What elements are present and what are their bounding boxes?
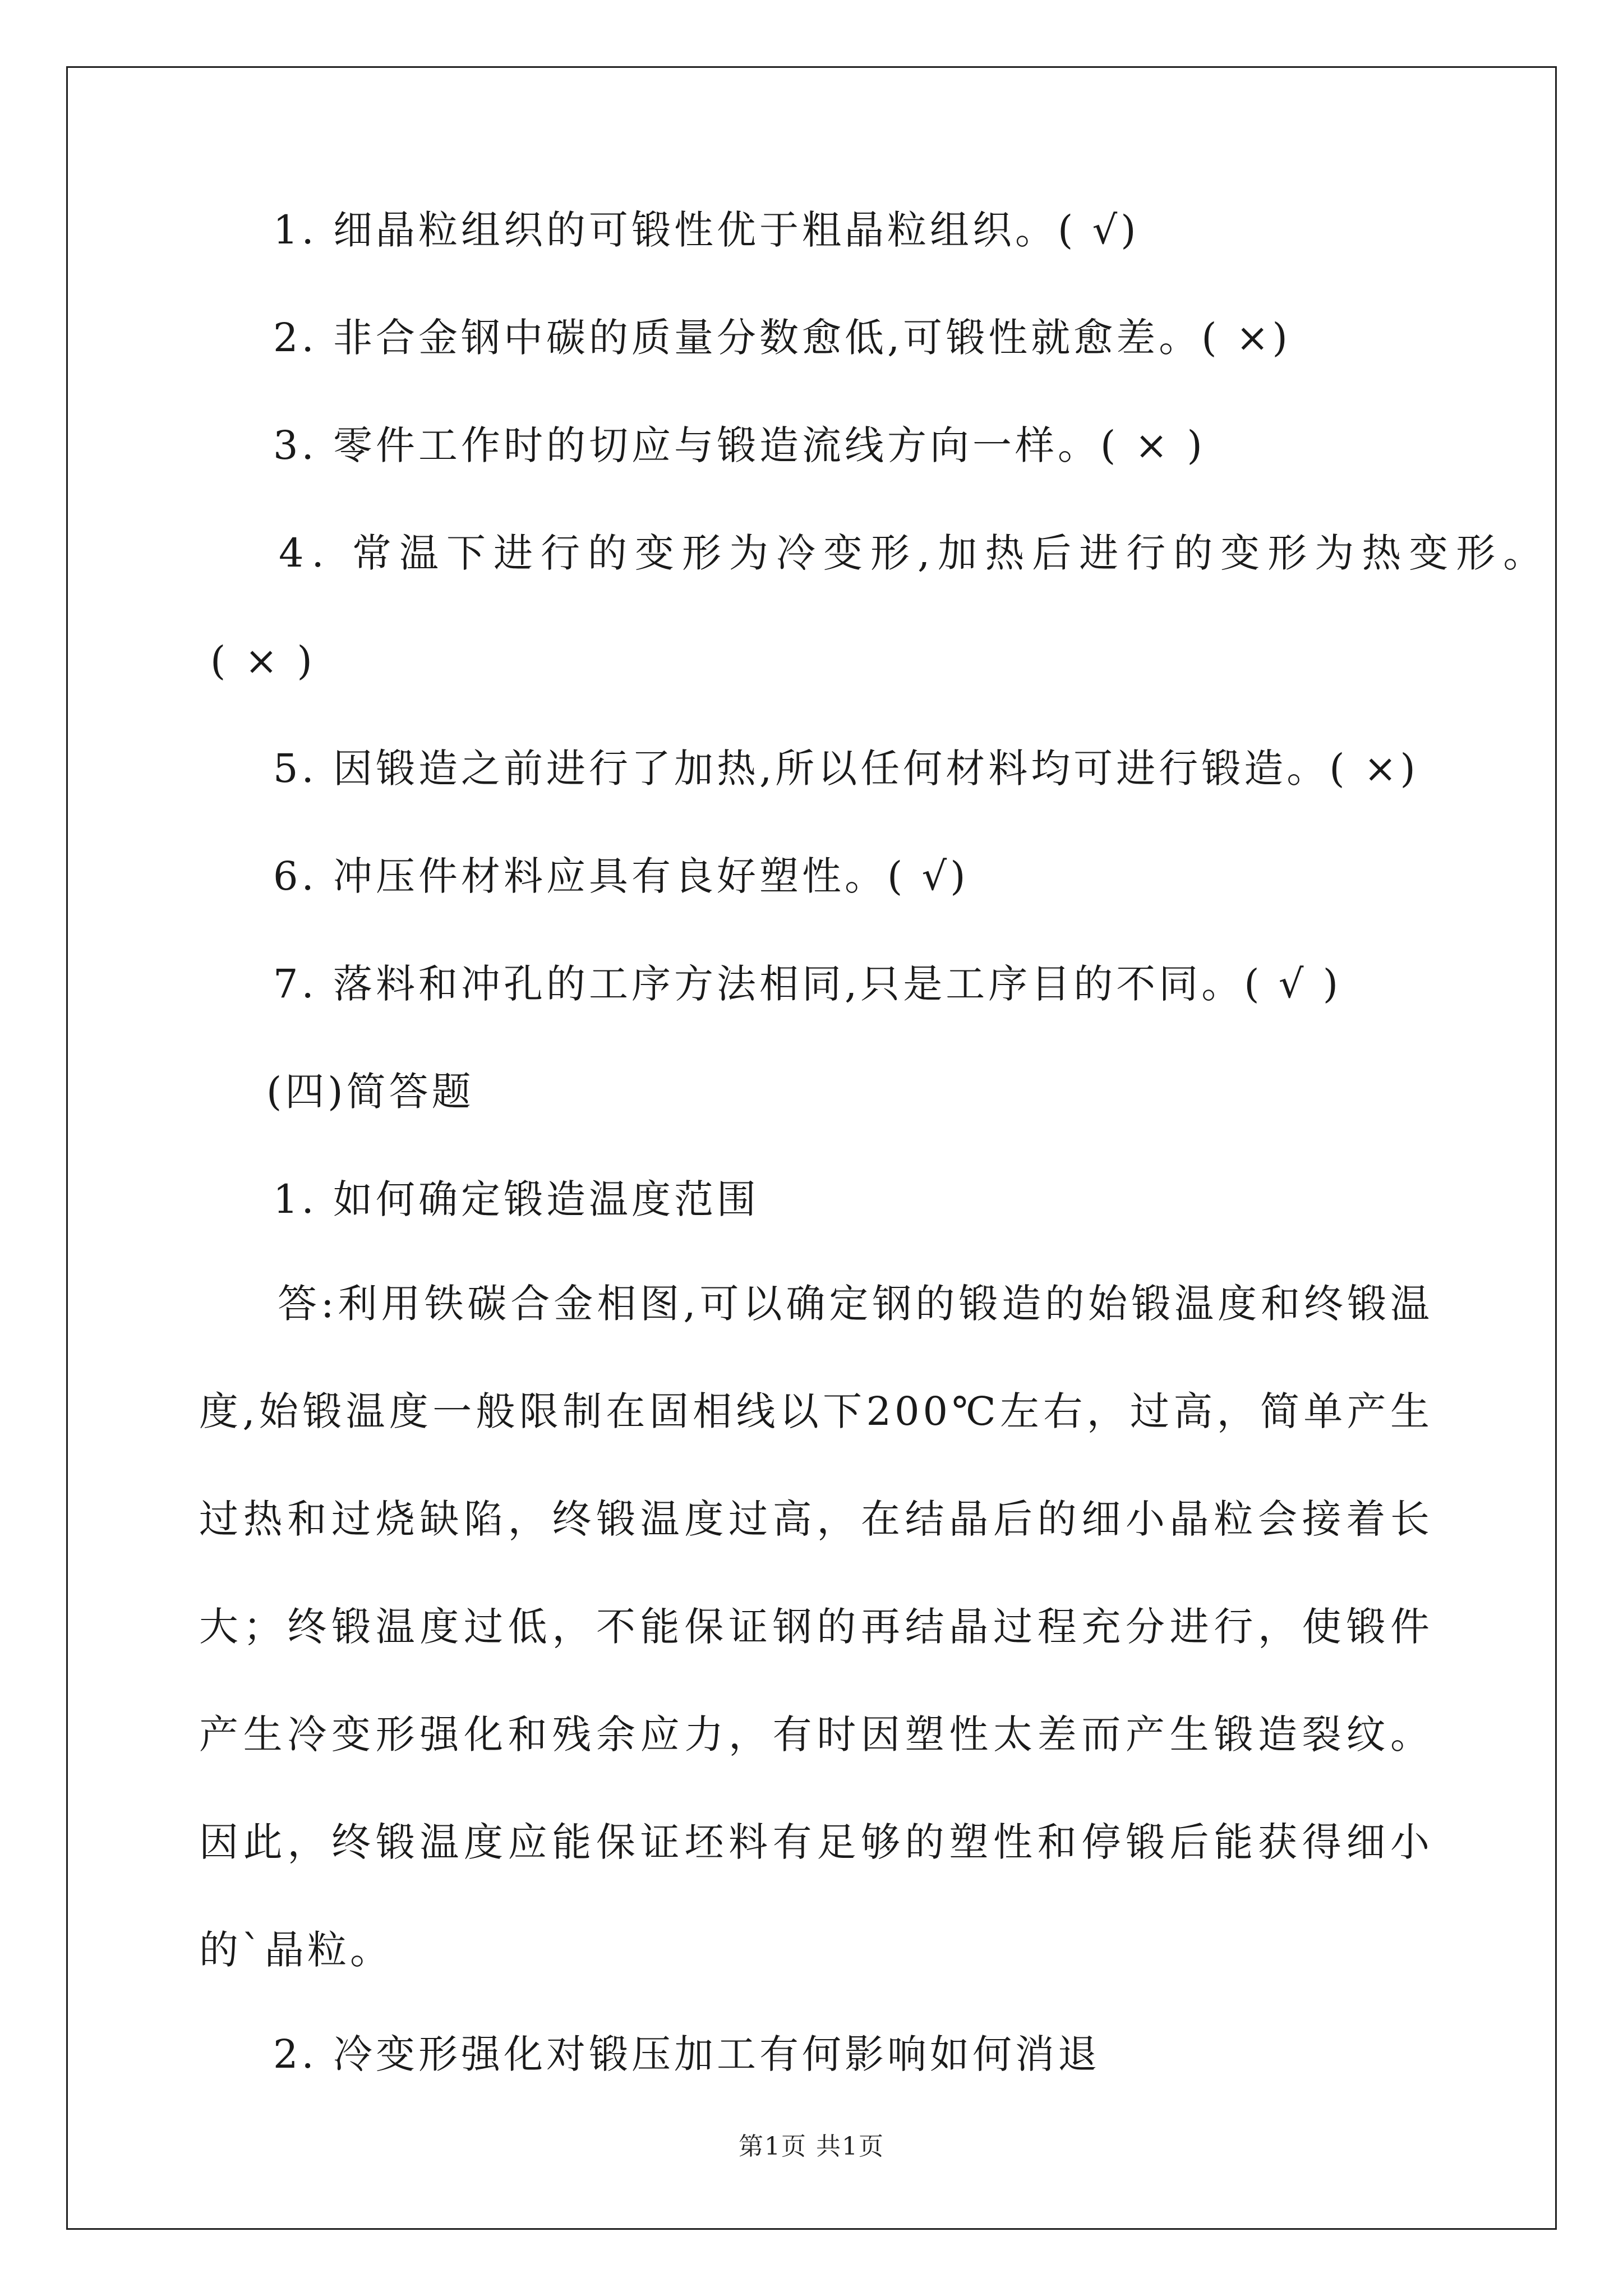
question-1: 1. 如何确定锻造温度范围 xyxy=(273,1176,760,1222)
question-2: 2. 冷变形强化对锻压加工有何影响如何消退 xyxy=(273,2031,1101,2077)
judgement-item-6: 6. 冲压件材料应具有良好塑性。( √) xyxy=(273,853,969,899)
document-body xyxy=(199,202,1551,2134)
judgement-item-4: 4. 常温下进行的变形为冷变形,加热后进行的变形为热变形。 xyxy=(279,530,1551,576)
section-heading: (四)简答题 xyxy=(266,1069,474,1115)
answer-1: 答:利用铁碳合金相图,可以确定钢的锻造的始锻温度和终锻温度,始锻温度一般限制在固相线以下200℃左右，过高，简单产生过热和过烧缺陷，终锻温度过高，在结晶后的细小晶粒会接着长大；终锻温度过低，不能保证钢的再结晶过程充分进行，使锻件产生冷变形强化和残余应力，有时因塑性太差而产生锻造裂纹。因此，终锻温度应能保证坯料有足够的塑性和停锻后能获得细小的`晶粒。 xyxy=(199,1281,1433,1973)
page-footer: 第1页 共1页 xyxy=(739,2132,884,2161)
judgement-item-2: 2. 非合金钢中碳的质量分数愈低,可锻性就愈差。( ×) xyxy=(273,315,1291,361)
judgement-item-5: 5. 因锻造之前进行了加热,所以任何材料均可进行锻造。( ×) xyxy=(273,746,1419,792)
judgement-item-4-answer: ( × ) xyxy=(210,638,316,684)
judgement-item-3: 3. 零件工作时的切应与锻造流线方向一样。( × ) xyxy=(273,422,1206,468)
judgement-item-1: 1. 细晶粒组织的可锻性优于粗晶粒组织。( √) xyxy=(273,207,1140,253)
judgement-item-7: 7. 落料和冲孔的工序方法相同,只是工序目的不同。( √ ) xyxy=(273,961,1342,1007)
